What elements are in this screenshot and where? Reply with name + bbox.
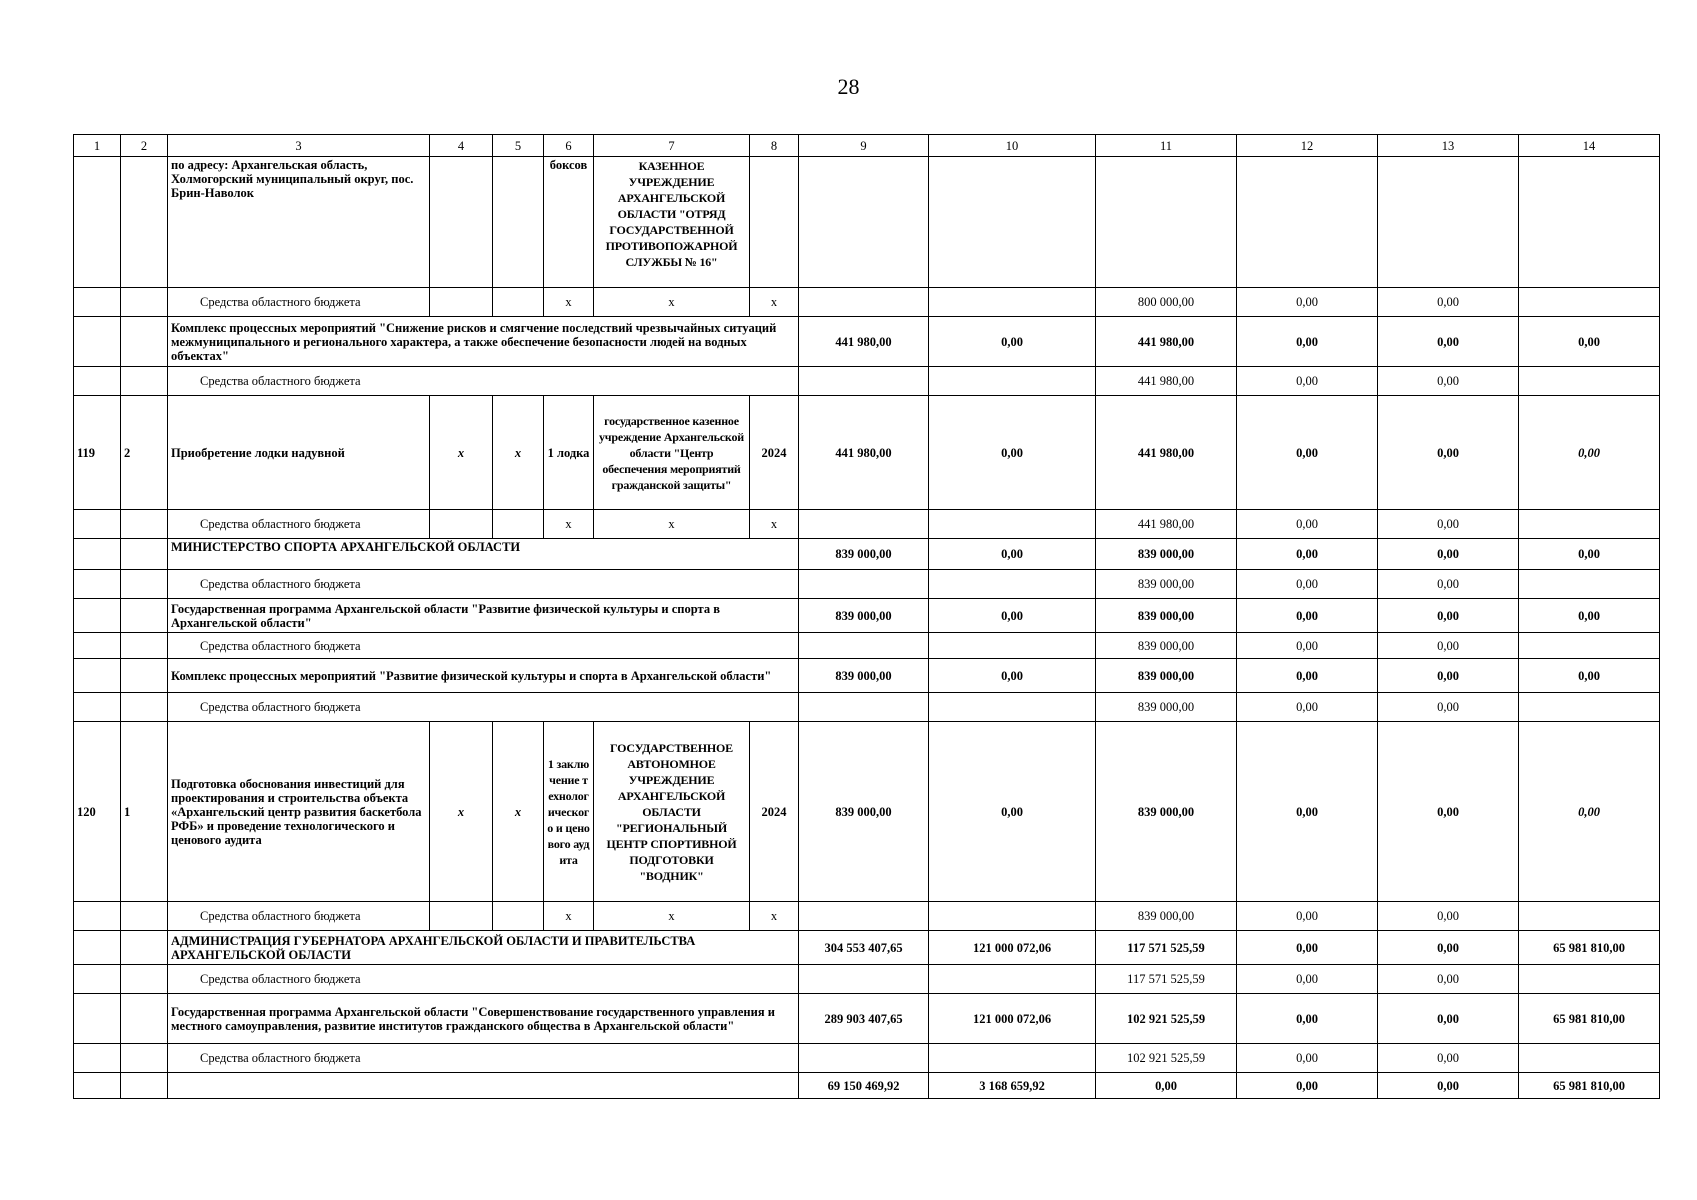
header-cell: 5 <box>493 135 544 157</box>
year-cell: 2024 <box>750 722 799 902</box>
value-cell: x <box>544 288 594 317</box>
table-row <box>74 994 1660 1044</box>
unit-cell: 1 заключение технологического и ценового аудита <box>544 722 594 902</box>
value-cell: 839 000,00 <box>1096 693 1237 722</box>
table-row <box>74 157 1660 288</box>
value-cell: 102 921 525,59 <box>1096 994 1237 1044</box>
value-cell: 839 000,00 <box>1096 570 1237 599</box>
program-name-cell: Государственная программа Архангельской области "Совершенствование государственного управления и местного самоуправления, развитие институтов гражданского общества в Архангельской области" <box>168 994 799 1044</box>
header-cell: 6 <box>544 135 594 157</box>
value-cell: 441 980,00 <box>799 396 929 510</box>
year-cell: 2024 <box>750 396 799 510</box>
item-name-cell: Подготовка обоснования инвестиций для проектирования и строительства объекта «Архангельский центр развития баскетбола РФБ» и проведение технологического и ценового аудита <box>168 722 430 902</box>
header-cell: 12 <box>1237 135 1378 157</box>
value-cell: 102 921 525,59 <box>1096 1044 1237 1073</box>
funding-source-cell: Средства областного бюджета <box>168 510 430 539</box>
value-cell: x <box>594 288 750 317</box>
table-row <box>74 396 1660 510</box>
header-cell: 7 <box>594 135 750 157</box>
table-row <box>74 633 1660 659</box>
value-cell: 3 168 659,92 <box>929 1073 1096 1099</box>
header-cell: 8 <box>750 135 799 157</box>
value-cell: 0,00 <box>1237 396 1378 510</box>
table-row <box>74 902 1660 931</box>
value-cell: 0,00 <box>1237 317 1378 367</box>
value-cell: 839 000,00 <box>799 539 929 570</box>
table-row <box>74 931 1660 965</box>
value-cell: 0,00 <box>1237 1044 1378 1073</box>
table-row <box>74 659 1660 693</box>
executor-cell: государственное казенное учреждение Архангельской области "Центр обеспечения мероприятий гражданской защиты" <box>594 396 750 510</box>
value-cell: 441 980,00 <box>799 317 929 367</box>
value-cell: 0,00 <box>1237 994 1378 1044</box>
table-row <box>74 317 1660 367</box>
value-cell: 0,00 <box>1237 288 1378 317</box>
value-cell: 0,00 <box>1237 1073 1378 1099</box>
value-cell: 121 000 072,06 <box>929 994 1096 1044</box>
value-cell: 0,00 <box>1237 693 1378 722</box>
value-cell: x <box>750 510 799 539</box>
executor-cell: КАЗЕННОЕ УЧРЕЖДЕНИЕ АРХАНГЕЛЬСКОЙ ОБЛАСТИ "ОТРЯД ГОСУДАРСТВЕННОЙ ПРОТИВОПОЖАРНОЙ СЛУЖБЫ № 16" <box>594 157 750 288</box>
table-row <box>74 722 1660 902</box>
value-cell: 0,00 <box>929 396 1096 510</box>
agency-name-cell: МИНИСТЕРСТВО СПОРТА АРХАНГЕЛЬСКОЙ ОБЛАСТИ <box>168 539 799 570</box>
value-cell: 0,00 <box>1519 722 1660 902</box>
item-name-cell: Приобретение лодки надувной <box>168 396 430 510</box>
budget-table <box>73 134 1660 1099</box>
value-cell: 0,00 <box>1237 570 1378 599</box>
table-row <box>74 510 1660 539</box>
value-cell: 0,00 <box>1378 396 1519 510</box>
header-cell: 1 <box>74 135 121 157</box>
executor-cell: ГОСУДАРСТВЕННОЕ АВТОНОМНОЕ УЧРЕЖДЕНИЕ АРХАНГЕЛЬСКОЙ ОБЛАСТИ "РЕГИОНАЛЬНЫЙ ЦЕНТР СПОРТИВНОЙ ПОДГОТОВКИ "ВОДНИК" <box>594 722 750 902</box>
table-row <box>74 1073 1660 1099</box>
value-cell: x <box>493 722 544 902</box>
value-cell: 0,00 <box>929 722 1096 902</box>
program-name-cell: Комплекс процессных мероприятий "Снижение рисков и смягчение последствий чрезвычайных ситуаций межмуниципального и регионального характера, а также обеспечение безопасности людей на водных объектах" <box>168 317 799 367</box>
value-cell: 839 000,00 <box>1096 902 1237 931</box>
table-row <box>74 570 1660 599</box>
row-number-cell: 119 <box>74 396 121 510</box>
value-cell: 839 000,00 <box>1096 659 1237 693</box>
funding-source-cell: Средства областного бюджета <box>168 633 799 659</box>
value-cell: 0,00 <box>1237 931 1378 965</box>
value-cell: x <box>430 396 493 510</box>
header-cell: 2 <box>121 135 168 157</box>
value-cell: x <box>594 902 750 931</box>
value-cell: 0,00 <box>1096 1073 1237 1099</box>
value-cell: 839 000,00 <box>1096 633 1237 659</box>
value-cell: x <box>430 722 493 902</box>
value-cell: 0,00 <box>929 599 1096 633</box>
value-cell: 839 000,00 <box>799 599 929 633</box>
value-cell: 0,00 <box>1378 965 1519 994</box>
table-row <box>74 965 1660 994</box>
value-cell: 0,00 <box>1519 396 1660 510</box>
value-cell: 0,00 <box>1237 633 1378 659</box>
funding-source-cell: Средства областного бюджета <box>168 693 799 722</box>
value-cell: 121 000 072,06 <box>929 931 1096 965</box>
value-cell: 0,00 <box>1378 539 1519 570</box>
table-row <box>74 288 1660 317</box>
value-cell: 839 000,00 <box>1096 539 1237 570</box>
value-cell: 0,00 <box>1237 902 1378 931</box>
value-cell: x <box>493 396 544 510</box>
value-cell: 0,00 <box>929 317 1096 367</box>
value-cell: 0,00 <box>929 659 1096 693</box>
value-cell: x <box>750 288 799 317</box>
value-cell: 0,00 <box>1237 539 1378 570</box>
value-cell: 0,00 <box>1378 570 1519 599</box>
value-cell: 0,00 <box>1519 539 1660 570</box>
value-cell: 441 980,00 <box>1096 396 1237 510</box>
value-cell: 0,00 <box>1519 317 1660 367</box>
value-cell: 0,00 <box>1378 288 1519 317</box>
value-cell: 0,00 <box>1519 659 1660 693</box>
header-cell: 14 <box>1519 135 1660 157</box>
value-cell: 441 980,00 <box>1096 317 1237 367</box>
table-row <box>74 1044 1660 1073</box>
value-cell: 800 000,00 <box>1096 288 1237 317</box>
header-cell: 10 <box>929 135 1096 157</box>
value-cell: 839 000,00 <box>799 722 929 902</box>
table-row <box>74 599 1660 633</box>
table-row <box>74 367 1660 396</box>
program-name-cell: Государственная программа Архангельской области "Развитие физической культуры и спорта в Архангельской области" <box>168 599 799 633</box>
value-cell: 0,00 <box>1378 1044 1519 1073</box>
value-cell: 839 000,00 <box>1096 599 1237 633</box>
value-cell: 0,00 <box>1378 1073 1519 1099</box>
value-cell: 839 000,00 <box>1096 722 1237 902</box>
row-number-cell: 120 <box>74 722 121 902</box>
table-row <box>74 693 1660 722</box>
header-cell: 4 <box>430 135 493 157</box>
value-cell: x <box>750 902 799 931</box>
value-cell: 0,00 <box>1378 510 1519 539</box>
value-cell: 0,00 <box>1237 965 1378 994</box>
value-cell: 0,00 <box>1237 722 1378 902</box>
value-cell: x <box>544 902 594 931</box>
value-cell: 117 571 525,59 <box>1096 965 1237 994</box>
value-cell: 0,00 <box>1237 599 1378 633</box>
item-name-cell: по адресу: Архангельская область, Холмогорский муниципальный округ, пос. Брин-Наволок <box>168 157 430 288</box>
value-cell: 441 980,00 <box>1096 510 1237 539</box>
funding-source-cell: Средства областного бюджета <box>168 288 430 317</box>
value-cell: 0,00 <box>1237 367 1378 396</box>
value-cell: x <box>544 510 594 539</box>
value-cell: 0,00 <box>1378 633 1519 659</box>
value-cell: 65 981 810,00 <box>1519 931 1660 965</box>
sub-number-cell: 1 <box>121 722 168 902</box>
value-cell: 441 980,00 <box>1096 367 1237 396</box>
value-cell: 0,00 <box>1378 367 1519 396</box>
value-cell: 0,00 <box>1378 659 1519 693</box>
value-cell: 0,00 <box>1378 317 1519 367</box>
value-cell: 289 903 407,65 <box>799 994 929 1044</box>
agency-name-cell: АДМИНИСТРАЦИЯ ГУБЕРНАТОРА АРХАНГЕЛЬСКОЙ ОБЛАСТИ И ПРАВИТЕЛЬСТВА АРХАНГЕЛЬСКОЙ ОБЛАСТИ <box>168 931 799 965</box>
value-cell: 65 981 810,00 <box>1519 1073 1660 1099</box>
value-cell: 0,00 <box>929 539 1096 570</box>
value-cell: 69 150 469,92 <box>799 1073 929 1099</box>
header-cell: 3 <box>168 135 430 157</box>
unit-cell: 1 лодка <box>544 396 594 510</box>
value-cell: 0,00 <box>1378 902 1519 931</box>
header-cell: 11 <box>1096 135 1237 157</box>
unit-cell: боксов <box>544 157 594 288</box>
value-cell: 0,00 <box>1237 510 1378 539</box>
value-cell: 839 000,00 <box>799 659 929 693</box>
funding-source-cell: Средства областного бюджета <box>168 570 799 599</box>
value-cell: 0,00 <box>1378 693 1519 722</box>
funding-source-cell: Средства областного бюджета <box>168 902 430 931</box>
funding-source-cell: Средства областного бюджета <box>168 367 799 396</box>
table-row <box>74 539 1660 570</box>
header-cell: 13 <box>1378 135 1519 157</box>
value-cell: x <box>594 510 750 539</box>
value-cell: 0,00 <box>1378 994 1519 1044</box>
page-number: 28 <box>837 74 860 99</box>
value-cell: 0,00 <box>1519 599 1660 633</box>
funding-source-cell: Средства областного бюджета <box>168 965 799 994</box>
value-cell: 0,00 <box>1378 599 1519 633</box>
value-cell: 117 571 525,59 <box>1096 931 1237 965</box>
value-cell: 0,00 <box>1237 659 1378 693</box>
value-cell: 0,00 <box>1378 931 1519 965</box>
program-name-cell: Комплекс процессных мероприятий "Развитие физической культуры и спорта в Архангельской области" <box>168 659 799 693</box>
value-cell: 304 553 407,65 <box>799 931 929 965</box>
value-cell: 0,00 <box>1378 722 1519 902</box>
funding-source-cell: Средства областного бюджета <box>168 1044 799 1073</box>
value-cell: 65 981 810,00 <box>1519 994 1660 1044</box>
header-cell: 9 <box>799 135 929 157</box>
sub-number-cell: 2 <box>121 396 168 510</box>
header-row <box>74 135 1660 157</box>
